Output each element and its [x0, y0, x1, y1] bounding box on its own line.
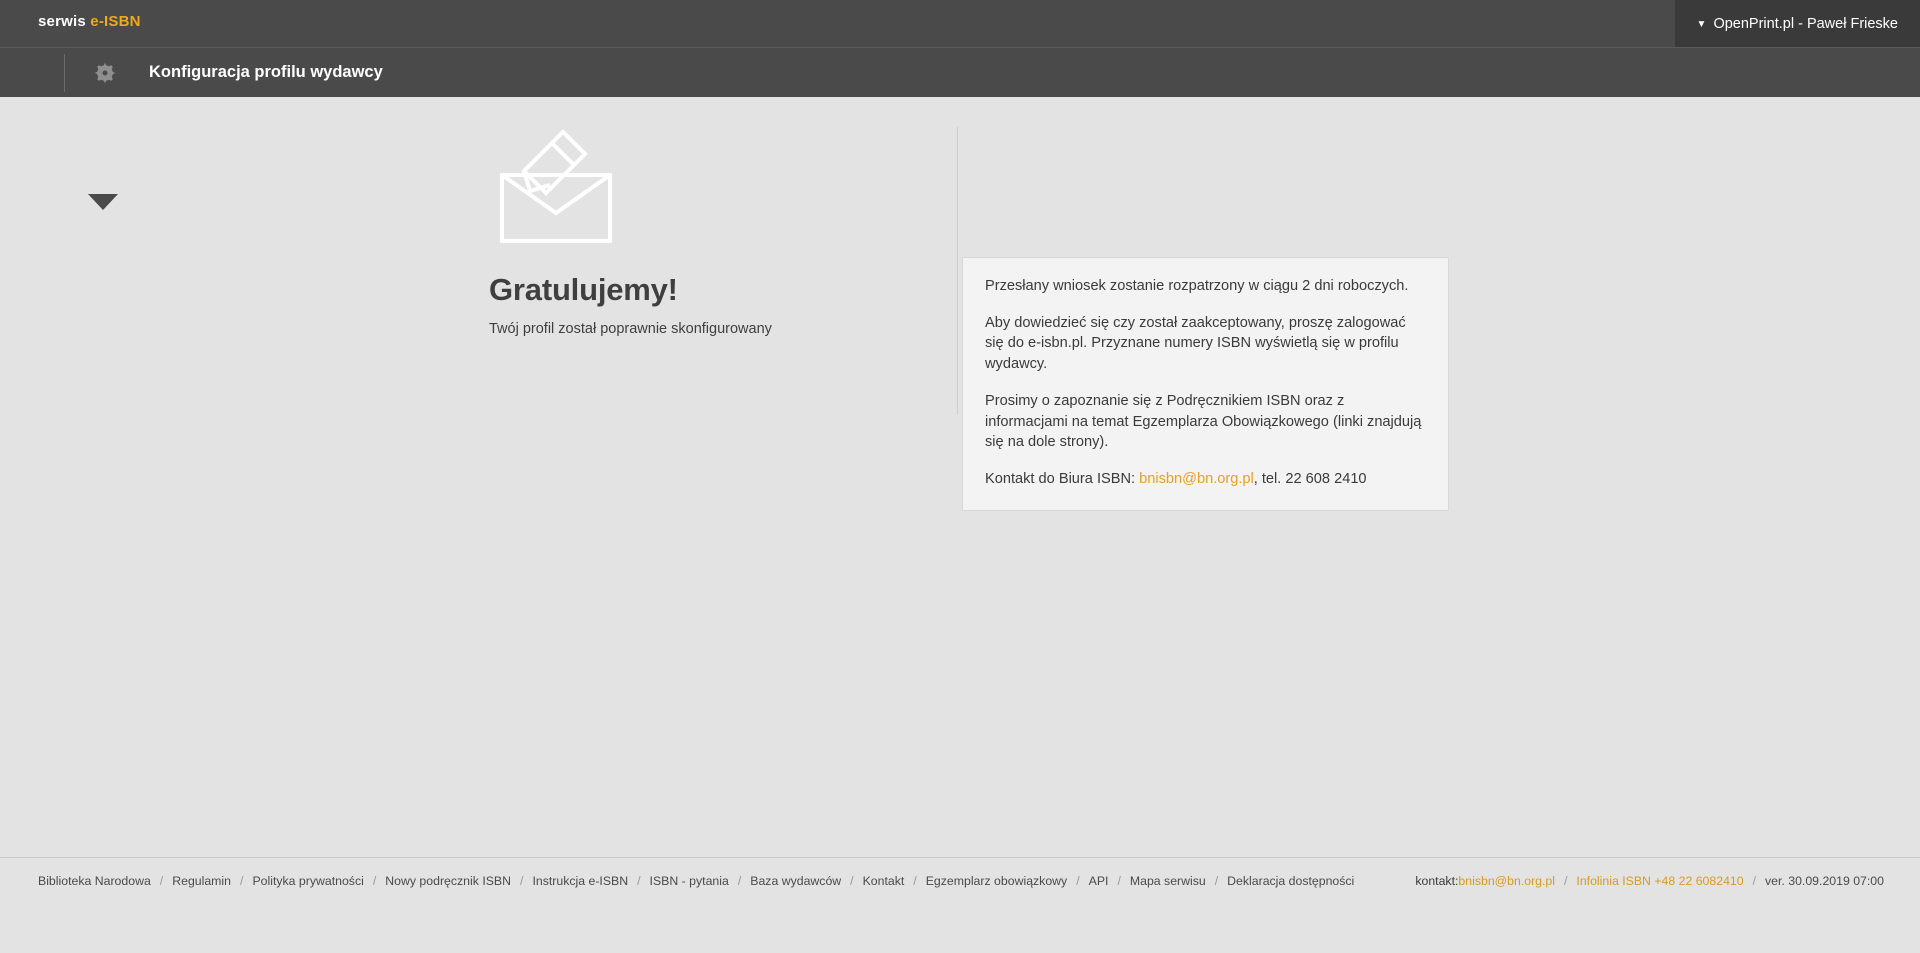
info-contact-line	[985, 469, 1426, 490]
brand-accent: e-ISBN	[90, 13, 141, 30]
page-header-band	[0, 47, 1920, 97]
footer-link-regulamin[interactable]: Regulamin	[172, 874, 232, 888]
footer-link-isbn-pytania[interactable]: ISBN - pytania	[649, 874, 729, 888]
main-content	[0, 97, 1920, 905]
footer-separator: /	[850, 874, 854, 888]
footer-separator: /	[520, 874, 524, 888]
header-divider	[64, 54, 65, 92]
footer-link-baza-wydawcow[interactable]: Baza wydawców	[750, 874, 842, 888]
footer-link-api[interactable]: API	[1088, 874, 1109, 888]
footer-separator: /	[1564, 874, 1568, 888]
footer-link-deklaracja-dostepnosci[interactable]: Deklaracja dostępności	[1227, 874, 1355, 888]
footer-separator: /	[737, 874, 742, 888]
top-bar	[0, 0, 1920, 47]
envelope-with-pencil-icon	[488, 127, 623, 247]
footer-link-egzemplarz-obowiazkowy[interactable]: Egzemplarz obowiązkowy	[925, 874, 1068, 888]
footer-separator: /	[1214, 874, 1219, 888]
info-paragraph-2: Aby dowiedzieć się czy został zaakceptowany, proszę zalogować się do e-isbn.pl. Przyznane numery ISBN wyświetlą się w profilu wydawcy.	[985, 314, 1406, 373]
footer-separator: /	[1076, 874, 1080, 888]
footer-separator: /	[1117, 874, 1121, 888]
brand-logo[interactable]	[38, 13, 141, 30]
footer-link-polityka-prywatnosci[interactable]: Polityka prywatności	[252, 874, 364, 888]
header-pointer-arrow	[88, 194, 118, 210]
info-paragraph-1: Przesłany wniosek zostanie rozpatrzony w ciągu 2 dni roboczych.	[985, 278, 1409, 294]
success-heading: Gratulujemy!	[489, 272, 678, 307]
footer-link-biblioteka-narodowa[interactable]: Biblioteka Narodowa	[38, 874, 151, 888]
footer-contact-info	[1415, 874, 1884, 888]
footer-separator: /	[637, 874, 641, 888]
footer-separator: /	[1752, 874, 1757, 888]
user-account-label: OpenPrint.pl - Paweł Frieske	[1713, 15, 1898, 32]
footer-links	[38, 874, 1354, 888]
info-paragraph-3: Prosimy o zapoznanie się z Podręcznikiem ISBN oraz z informacjami na temat Egzemplarza Obowiązkowego (linki znajdują się na dole strony).	[985, 392, 1422, 451]
footer-contact-label: kontakt:	[1415, 874, 1459, 888]
footer-separator: /	[372, 874, 377, 888]
gear-icon	[92, 60, 118, 86]
footer-separator: /	[913, 874, 917, 888]
brand-prefix: serwis	[38, 13, 91, 30]
footer-version: ver. 30.09.2019 07:00	[1765, 874, 1884, 888]
chevron-down-icon: ▼	[1696, 18, 1707, 30]
info-box	[962, 257, 1449, 511]
footer-contact-email-link[interactable]: bnisbn@bn.org.pl	[1458, 874, 1555, 888]
footer-link-instrukcja-e-isbn[interactable]: Instrukcja e-ISBN	[532, 874, 629, 888]
info-contact-suffix: , tel. 22 608 2410	[1253, 471, 1367, 488]
info-contact-email-link[interactable]: bnisbn@bn.org.pl	[1139, 471, 1254, 488]
footer-hotline-link[interactable]: Infolinia ISBN +48 22 6082410	[1576, 874, 1744, 888]
page-title: Konfiguracja profilu wydawcy	[149, 63, 383, 81]
info-contact-prefix: Kontakt do Biura ISBN:	[985, 471, 1140, 488]
footer-link-mapa-serwisu[interactable]: Mapa serwisu	[1129, 874, 1206, 888]
success-subheading: Twój profil został poprawnie skonfigurowany	[489, 321, 772, 337]
footer-separator: /	[159, 874, 164, 888]
footer-separator: /	[240, 874, 244, 888]
user-account-menu[interactable]	[1675, 0, 1920, 47]
footer-link-nowy-podrecznik-isbn[interactable]: Nowy podręcznik ISBN	[385, 874, 512, 888]
footer-link-kontakt[interactable]: Kontakt	[862, 874, 905, 888]
success-panel	[458, 127, 958, 415]
footer	[0, 857, 1920, 905]
